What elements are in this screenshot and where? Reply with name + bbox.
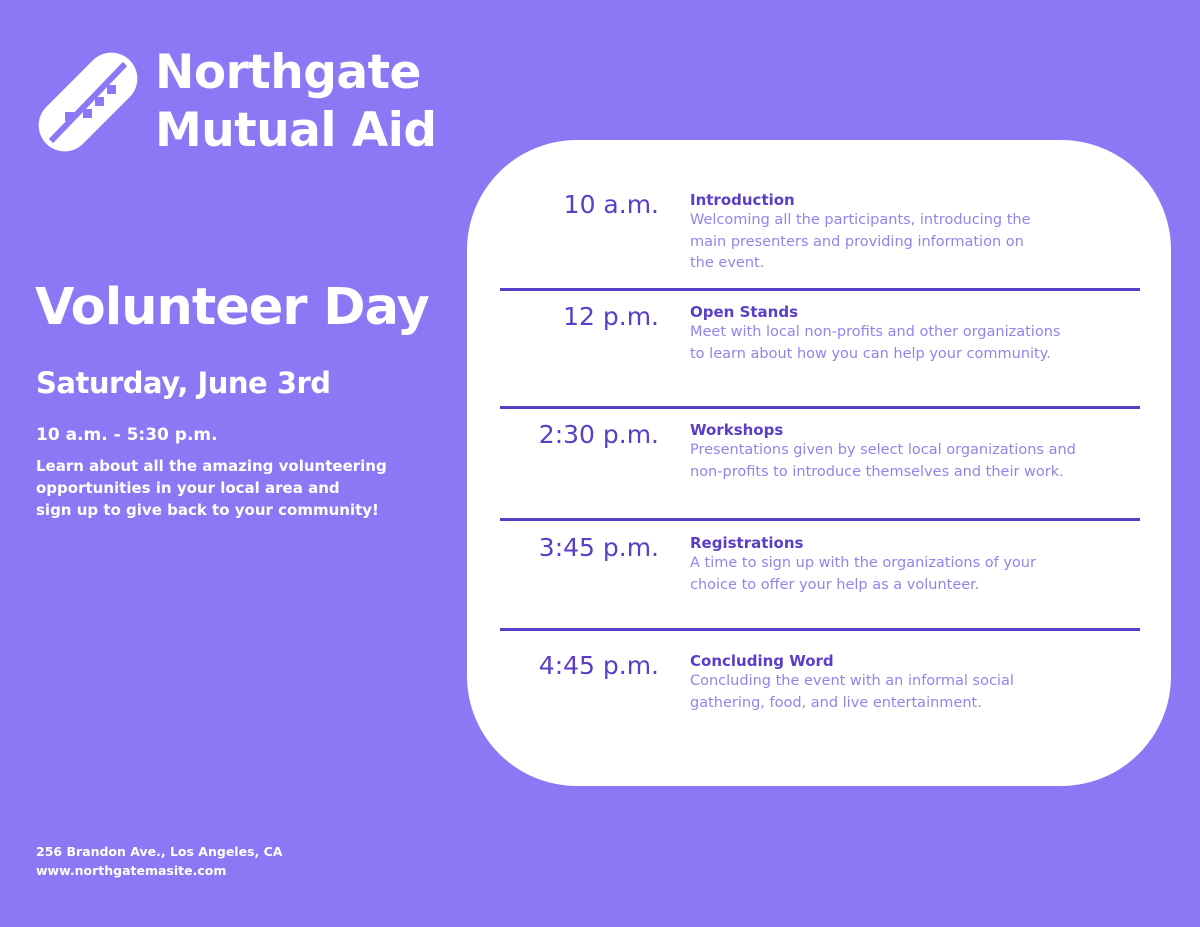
schedule-description-line: Presentations given by select local organizations and — [690, 442, 1076, 458]
schedule-title: Concluding Word — [690, 652, 834, 670]
footer — [36, 842, 282, 880]
schedule-description-line: A time to sign up with the organizations of your — [690, 555, 1036, 571]
event-description-line: Learn about all the amazing volunteering — [36, 457, 387, 475]
footer-address: 256 Brandon Ave., Los Angeles, CA — [36, 844, 283, 859]
event-title: Volunteer Day — [35, 278, 429, 337]
schedule-description-line: to learn about how you can help your community. — [690, 345, 1051, 362]
schedule-title: Workshops — [690, 421, 784, 439]
event-description-line: opportunities in your local area and — [36, 479, 340, 497]
bandage-logo-icon — [35, 48, 141, 156]
org-name-line2: Mutual Aid — [155, 103, 437, 158]
org-name — [155, 44, 436, 160]
schedule-title: Introduction — [690, 191, 795, 209]
footer-website[interactable]: www.northgatemasite.com — [36, 863, 227, 878]
schedule-description-line: the event. — [690, 255, 765, 271]
event-description-line: sign up to give back to your community! — [36, 501, 379, 519]
event-date: Saturday, June 3rd — [36, 366, 331, 400]
schedule-time: 4:45 p.m. — [538, 651, 659, 680]
schedule-divider — [500, 288, 1140, 291]
event-time: 10 a.m. - 5:30 p.m. — [36, 425, 218, 445]
event-description — [36, 455, 416, 521]
schedule-time: 2:30 p.m. — [538, 420, 659, 449]
schedule-description-line: Meet with local non-profits and other organizations — [690, 324, 1061, 340]
schedule-title: Open Stands — [690, 303, 799, 321]
schedule-description-line: main presenters and providing information on — [690, 233, 1024, 250]
schedule-description-line: Concluding the event with an informal social — [690, 673, 1014, 689]
schedule-time: 12 p.m. — [563, 302, 659, 331]
schedule-description-line: non-profits to introduce themselves and their work. — [690, 463, 1064, 480]
schedule-divider — [500, 406, 1140, 409]
schedule-time: 10 a.m. — [563, 190, 659, 219]
schedule-description-line: Welcoming all the participants, introducing the — [690, 212, 1031, 228]
schedule-divider — [500, 518, 1140, 521]
schedule-description-line: choice to offer your help as a volunteer. — [690, 576, 980, 593]
schedule-description-line: gathering, food, and live entertainment. — [690, 694, 982, 711]
org-name-line1: Northgate — [155, 45, 421, 100]
schedule-title: Registrations — [690, 534, 804, 552]
schedule-time: 3:45 p.m. — [538, 533, 659, 562]
schedule-divider — [500, 628, 1140, 631]
